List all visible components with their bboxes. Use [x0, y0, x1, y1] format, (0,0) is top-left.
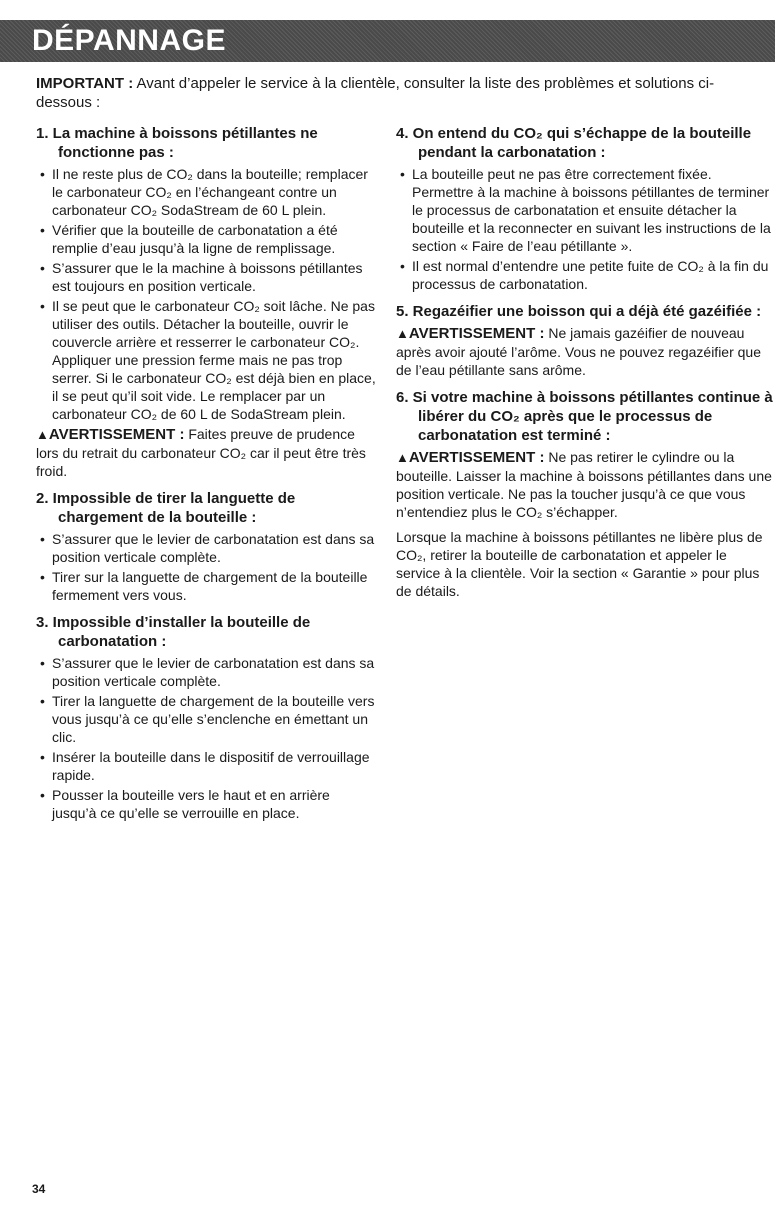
- page-title: DÉPANNAGE: [32, 24, 226, 57]
- section-4-list: [396, 165, 774, 293]
- right-column: [396, 124, 774, 609]
- list-item: • Il se peut que le carbonateur CO₂ soit lâche. Ne pas utiliser des outils. Détacher la bouteille, ouvrir le couvercle arrière et resserrer le carbonateur CO₂. Appliquer une pression ferme mais ne pas trop serrer. Si le carbonateur CO₂ est déjà bien en place, il se peut qu’il soit vide. Le remplacer par un carbonateur CO₂ de 60 L de SodaStream plein.: [36, 297, 376, 423]
- list-item: • Tirer sur la languette de chargement de la bouteille fermement vers vous.: [36, 568, 376, 604]
- section-3: [36, 613, 376, 822]
- header-banner: [0, 20, 775, 62]
- list-item: • S’assurer que le la machine à boissons pétillantes est toujours en position verticale.: [36, 259, 376, 295]
- section-6: [396, 388, 774, 600]
- section-1-title: 1. La machine à boissons pétillantes ne fonctionne pas :: [36, 125, 318, 161]
- section-5-title: 5. Regazéifier une boisson qui a déjà été gazéifiée :: [396, 303, 762, 320]
- section-5-warning: [396, 324, 774, 379]
- section-3-list: [36, 654, 376, 822]
- section-1-list: [36, 165, 376, 423]
- warning-label: AVERTISSEMENT :: [408, 449, 545, 466]
- warning-text: Ne pas retirer le cylindre ou la bouteille. Laisser la machine à boissons pétillantes dans une position verticale. Ne pas la toucher jusqu’à ce que vous n’entendiez plus le CO₂ s’échapper.: [396, 449, 772, 520]
- list-item: • Insérer la bouteille dans le dispositif de verrouillage rapide.: [36, 748, 376, 784]
- section-6-paragraph: Lorsque la machine à boissons pétillantes ne libère plus de CO₂, retirer la bouteille de carbonatation et appeler le service à la clientèle. Voir la section « Garantie » pour plus de détails.: [396, 529, 763, 599]
- list-item: • La bouteille peut ne pas être correctement fixée. Permettre à la machine à boissons pétillantes de terminer le processus de carbonatation et ensuite détacher la bouteille et la reconnecter en suivant les instructions de la section « Faire de l’eau pétillante ».: [396, 165, 774, 255]
- section-1: [36, 124, 376, 480]
- warning-text: Ne jamais gazéifier de nouveau après avoir ajouté l’arôme. Vous ne pouvez regazéifier que de l’eau pétillante sans arôme.: [396, 325, 761, 378]
- list-item: • Vérifier que la bouteille de carbonatation a été remplie d’eau jusqu’à la ligne de remplissage.: [36, 221, 376, 257]
- section-4: [396, 124, 774, 293]
- section-5: [396, 302, 774, 379]
- list-item: • Pousser la bouteille vers le haut et en arrière jusqu’à ce qu’elle se verrouille en place.: [36, 786, 376, 822]
- warning-label: AVERTISSEMENT :: [408, 325, 545, 342]
- warning-text: Faites preuve de prudence lors du retrait du carbonateur CO₂ car il peut être très froid.: [36, 426, 366, 479]
- section-6-title: 6. Si votre machine à boissons pétillantes continue à libérer du CO₂ après que le processus de carbonatation est terminé :: [396, 389, 773, 444]
- section-3-title: 3. Impossible d’installer la bouteille de carbonatation :: [36, 614, 311, 650]
- section-2: [36, 489, 376, 604]
- section-2-title: 2. Impossible de tirer la languette de chargement de la bouteille :: [36, 490, 296, 526]
- list-item: • Tirer la languette de chargement de la bouteille vers vous jusqu’à ce qu’elle s’enclenche en émettant un clic.: [36, 692, 376, 746]
- warning-triangle-icon: ▲: [396, 326, 409, 341]
- intro-text: Avant d’appeler le service à la clientèle, consulter la liste des problèmes et solutions ci-dessous :: [36, 75, 715, 111]
- section-6-warning: [396, 448, 774, 521]
- section-1-warning: [36, 425, 376, 480]
- list-item: • S’assurer que le levier de carbonatation est dans sa position verticale complète.: [36, 530, 376, 566]
- warning-label: AVERTISSEMENT :: [48, 426, 185, 443]
- intro-paragraph: [36, 74, 736, 112]
- intro-lead: IMPORTANT :: [36, 75, 134, 92]
- list-item: • Il ne reste plus de CO₂ dans la bouteille; remplacer le carbonateur CO₂ en l’échangeant contre un carbonateur CO₂ SodaStream de 60 L plein.: [36, 165, 376, 219]
- section-2-list: [36, 530, 376, 604]
- section-4-title: 4. On entend du CO₂ qui s’échappe de la bouteille pendant la carbonatation :: [396, 125, 752, 161]
- warning-triangle-icon: ▲: [396, 450, 409, 465]
- left-column: [36, 124, 376, 831]
- list-item: • Il est normal d’entendre une petite fuite de CO₂ à la fin du processus de carbonatation.: [396, 257, 774, 293]
- page-number: 34: [32, 1182, 46, 1196]
- list-item: • S’assurer que le levier de carbonatation est dans sa position verticale complète.: [36, 654, 376, 690]
- warning-triangle-icon: ▲: [36, 427, 49, 442]
